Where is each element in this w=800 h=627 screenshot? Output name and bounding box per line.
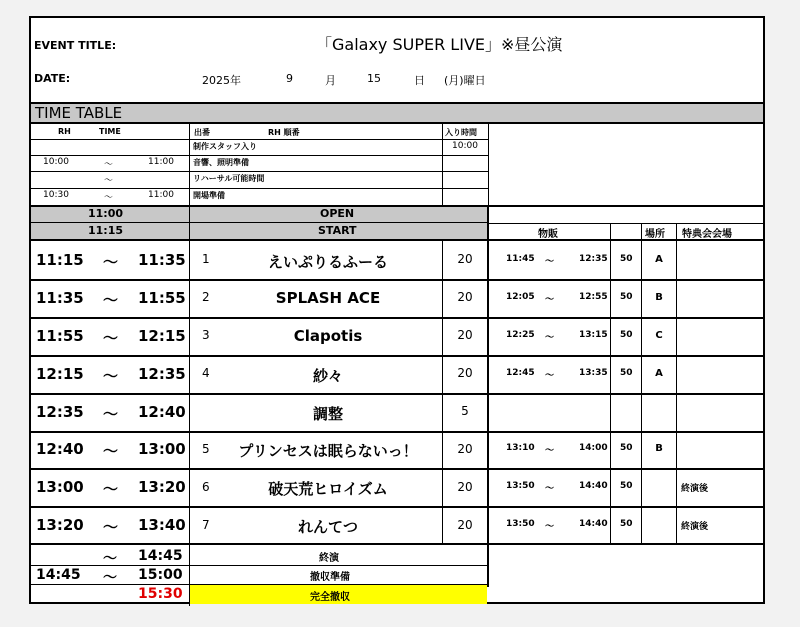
event-title-label: EVENT TITLE: xyxy=(34,39,117,52)
start-label: START xyxy=(318,224,357,237)
merch-end-time: 12:35 xyxy=(579,253,608,264)
act-name: プリンセスは眠らないっ！ xyxy=(238,442,418,461)
act-tilde: ～ xyxy=(103,518,119,537)
act-tilde: ～ xyxy=(103,328,119,347)
act-start-time: 12:35 xyxy=(36,402,84,421)
act-start-time: 13:20 xyxy=(36,516,84,535)
act-tilde: ～ xyxy=(103,404,119,423)
merch-end-time: 13:15 xyxy=(579,329,608,340)
rh-order-header: RH 順番 xyxy=(268,128,300,137)
merch-place: B xyxy=(655,291,663,303)
open-label: OPEN xyxy=(320,207,355,220)
act-start-time: 11:55 xyxy=(36,326,84,345)
act-end-time: 13:20 xyxy=(138,478,186,497)
act-minutes: 20 xyxy=(457,290,473,305)
date-month-unit: 月 xyxy=(325,74,336,87)
act-number: 3 xyxy=(202,328,210,343)
rh-start-time: 10:30 xyxy=(43,190,69,200)
merch-place: A xyxy=(655,253,663,265)
rh-description: 開場準備 xyxy=(193,191,225,200)
merch-start-time: 12:05 xyxy=(506,291,535,302)
event-title: 「Galaxy SUPER LIVE」※昼公演 xyxy=(316,35,563,54)
act-end-time: 11:35 xyxy=(138,250,186,269)
act-start-time: 13:00 xyxy=(36,478,84,497)
merch-start-time: 12:25 xyxy=(506,329,535,340)
withdraw-prep-label: 撤収準備 xyxy=(310,572,350,583)
open-time: 11:00 xyxy=(88,207,124,220)
merch-minutes: 50 xyxy=(620,329,633,340)
withdraw-prep-tilde: ～ xyxy=(103,570,117,586)
merch-start-time: 11:45 xyxy=(506,253,535,264)
merch-minutes: 50 xyxy=(620,519,633,530)
act-end-time: 11:55 xyxy=(138,288,186,307)
rh-description: リハーサル可能時間 xyxy=(193,174,265,183)
act-number: 6 xyxy=(202,479,210,494)
act-number: 7 xyxy=(202,517,210,532)
place-header: 場所 xyxy=(645,229,665,240)
merch-end-time: 14:40 xyxy=(579,481,608,492)
act-name: SPLASH ACE xyxy=(275,288,381,307)
merch-tilde: ～ xyxy=(545,446,555,457)
merch-tilde: ～ xyxy=(545,522,555,533)
timetable-sheet xyxy=(29,16,765,604)
act-tilde: ～ xyxy=(103,442,119,461)
complete-withdraw-time: 15:30 xyxy=(138,586,183,602)
act-minutes: 20 xyxy=(457,366,473,381)
act-end-time: 12:15 xyxy=(138,326,186,345)
benefit-venue: 終演後 xyxy=(681,522,709,533)
act-name: Clapotis xyxy=(293,326,363,345)
merch-start-time: 13:10 xyxy=(506,443,535,454)
date-label: DATE: xyxy=(34,72,71,85)
venue-header: 特典会会場 xyxy=(682,229,732,240)
rh-description: 音響、照明準備 xyxy=(193,158,249,167)
complete-withdraw-label: 完全撤収 xyxy=(310,592,350,603)
act-start-time: 11:35 xyxy=(36,288,84,307)
merch-start-time: 12:45 xyxy=(506,367,535,378)
act-tilde: ～ xyxy=(103,480,119,499)
merch-header: 物販 xyxy=(538,229,558,240)
merch-minutes: 50 xyxy=(620,291,633,302)
merch-tilde: ～ xyxy=(545,256,555,267)
withdraw-prep-start: 14:45 xyxy=(36,567,81,583)
entry-time-header: 入り時間 xyxy=(445,128,477,137)
timetable-title: TIME TABLE xyxy=(35,104,123,122)
merch-tilde: ～ xyxy=(545,332,555,343)
act-end-time: 13:00 xyxy=(138,440,186,459)
rh-start-time: 10:00 xyxy=(43,157,69,167)
act-name: れんてつ xyxy=(297,518,358,537)
act-minutes: 20 xyxy=(457,328,473,343)
act-end-time: 12:40 xyxy=(138,402,186,421)
merch-end-time: 14:40 xyxy=(579,519,608,530)
act-number: 2 xyxy=(202,290,210,305)
merch-tilde: ～ xyxy=(545,370,555,381)
merch-start-time: 13:50 xyxy=(506,481,535,492)
start-time: 11:15 xyxy=(88,224,124,237)
merch-place: C xyxy=(655,329,663,341)
act-minutes: 5 xyxy=(461,404,469,419)
act-end-time: 13:40 xyxy=(138,516,186,535)
rh-header: RH xyxy=(58,127,71,136)
end-time: 14:45 xyxy=(138,548,183,564)
benefit-venue: 終演後 xyxy=(681,484,709,495)
end-label: 終演 xyxy=(319,553,339,564)
act-end-time: 12:35 xyxy=(138,364,186,383)
act-number: 4 xyxy=(202,366,210,381)
date-month: 9 xyxy=(286,72,293,85)
act-start-time: 11:15 xyxy=(36,250,84,269)
act-minutes: 20 xyxy=(457,252,473,267)
order-header: 出番 xyxy=(194,128,210,137)
act-name: 調整 xyxy=(312,404,343,423)
date-day-unit: 日 xyxy=(414,74,425,87)
merch-tilde: ～ xyxy=(545,484,555,495)
merch-place: A xyxy=(655,367,663,379)
act-name: 紗々 xyxy=(312,366,343,385)
withdraw-prep-end: 15:00 xyxy=(138,567,183,583)
merch-start-time: 13:50 xyxy=(506,519,535,530)
merch-end-time: 12:55 xyxy=(579,291,608,302)
time-header: TIME xyxy=(99,127,121,136)
rh-tilde: ～ xyxy=(104,193,114,203)
rh-end-time: 11:00 xyxy=(148,190,174,200)
act-number: 5 xyxy=(202,441,210,456)
act-tilde: ～ xyxy=(103,290,119,309)
act-minutes: 20 xyxy=(457,517,473,532)
act-name: えいぷりるふーる xyxy=(267,252,388,271)
rh-tilde: ～ xyxy=(104,160,114,170)
merch-minutes: 50 xyxy=(620,367,633,378)
rh-description: 制作スタッフ入り xyxy=(193,142,257,151)
merch-end-time: 14:00 xyxy=(579,443,608,454)
act-start-time: 12:40 xyxy=(36,440,84,459)
act-minutes: 20 xyxy=(457,479,473,494)
rh-tilde: ～ xyxy=(104,176,114,186)
timetable-title-bar xyxy=(31,102,763,122)
act-tilde: ～ xyxy=(103,366,119,385)
act-name: 破天荒ヒロイズム xyxy=(268,480,388,499)
rh-entry-time: 10:00 xyxy=(452,141,478,151)
act-start-time: 12:15 xyxy=(36,364,84,383)
end-tilde: ～ xyxy=(103,551,117,567)
rh-end-time: 11:00 xyxy=(148,157,174,167)
merch-minutes: 50 xyxy=(620,253,633,264)
merch-minutes: 50 xyxy=(620,481,633,492)
merch-place: B xyxy=(655,443,663,455)
merch-minutes: 50 xyxy=(620,443,633,454)
date-year: 2025年 xyxy=(202,74,241,87)
date-weekday: (月)曜日 xyxy=(444,74,486,87)
act-minutes: 20 xyxy=(457,441,473,456)
merch-tilde: ～ xyxy=(545,294,555,305)
act-number: 1 xyxy=(202,252,210,267)
act-tilde: ～ xyxy=(103,252,119,271)
merch-end-time: 13:35 xyxy=(579,367,608,378)
date-day: 15 xyxy=(367,72,381,85)
